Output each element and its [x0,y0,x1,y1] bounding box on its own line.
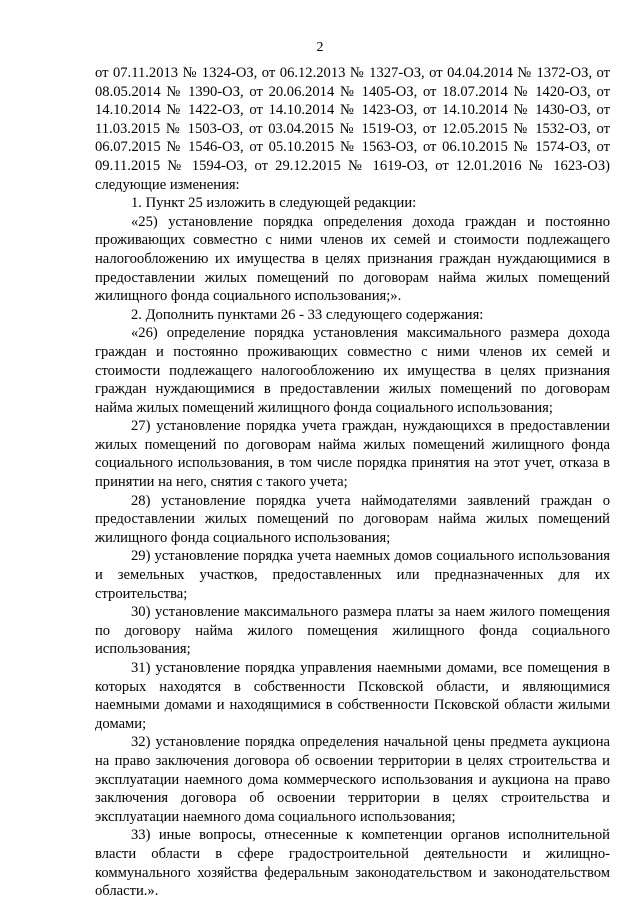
page-number: 2 [316,40,324,55]
paragraph-item-1: 1. Пункт 25 изложить в следующей редакции: [131,195,417,212]
paragraph-point-32: 32) установление порядка определения начальной цены предмета аукциона на право заключения договора об освоении территории в целях строительства и эксплуатации наемного дома коммерческого использования и аукциона на право заключения договора об освоении территории в целях строительства и эксплуатации наемного дома социального использования; [95,734,610,825]
paragraph-point-28: 28) установление порядка учета наймодателями заявлений граждан о предоставлении жилых помещений по договорам найма жилых помещений жилищного фонда социального использования; [95,492,610,546]
paragraph-point-27: 27) установление порядка учета граждан, нуждающихся в предоставлении жилых помещений по договорам найма жилых помещений жилищного фонда социального использования, в том числе порядка принятия на этот учет, отказа в принятии на него, снятия с такого учета; [95,418,610,491]
paragraph-point-25: «25) установление порядка определения дохода граждан и постоянно проживающих совместно с ними членов их семей и стоимости подлежащего налогообложению их имущества в целях признания граждан нуждающимися в предоставлении жилых помещений по договорам найма жилых помещений жилищного фонда социального использования;». [95,213,610,305]
paragraph-item-2: 2. Дополнить пунктами 26 - 33 следующего содержания: [131,306,484,323]
paragraph-point-29: 29) установление порядка учета наемных домов социального использования и земельных участков, предоставленных или предназначенных для их строительства; [95,548,610,602]
paragraph-point-30: 30) установление максимального размера платы за наем жилого помещения по договору найма жилого помещения жилищного фонда социального использования; [95,604,610,658]
document-body [95,64,610,901]
paragraph-point-31: 31) установление порядка управления наемными домами, все помещения в которых находятся в собственности Псковской области, и являющимися наемными домами и находящимися в собственности Псковской области жилыми домами; [95,660,610,732]
paragraph-law-list: от 07.11.2013 № 1324-ОЗ, от 06.12.2013 № 1327-ОЗ, от 04.04.2014 № 1372-ОЗ, от 08.05.2014 № 1390-ОЗ, от 20.06.2014 № 1405-ОЗ, от 18.07.2014 № 1420-ОЗ, от 14.10.2014 № 1422-ОЗ, от 14.10.2014 № 1423-ОЗ, от 14.10.2014 № 1430-ОЗ, от 11.03.2015 № 1503-ОЗ, от 03.04.2015 № 1519-ОЗ, от 12.05.2015 № 1532-ОЗ, от 06.07.2015 № 1546-ОЗ, от 05.10.2015 № 1563-ОЗ, от 06.10.2015 № 1574-ОЗ, от 09.11.2015 № 1594-ОЗ, от 29.12.2015 № 1619-ОЗ, от 12.01.2016 № 1623-ОЗ) следующие изменения: [95,65,610,193]
paragraph-point-33: 33) иные вопросы, отнесенные к компетенции органов исполнительной власти области в сфере градостроительной деятельности и жилищно-коммунального хозяйства федеральным законодательством и законодательством области.». [95,827,610,900]
paragraph-point-26: «26) определение порядка установления максимального размера дохода граждан и постоянно проживающих совместно с ними членов их семей и стоимости подлежащего налогообложению их имущества в целях признания граждан нуждающимися в предоставлении жилых помещений по договорам найма жилых помещений жилищного фонда социального использования; [95,325,610,416]
